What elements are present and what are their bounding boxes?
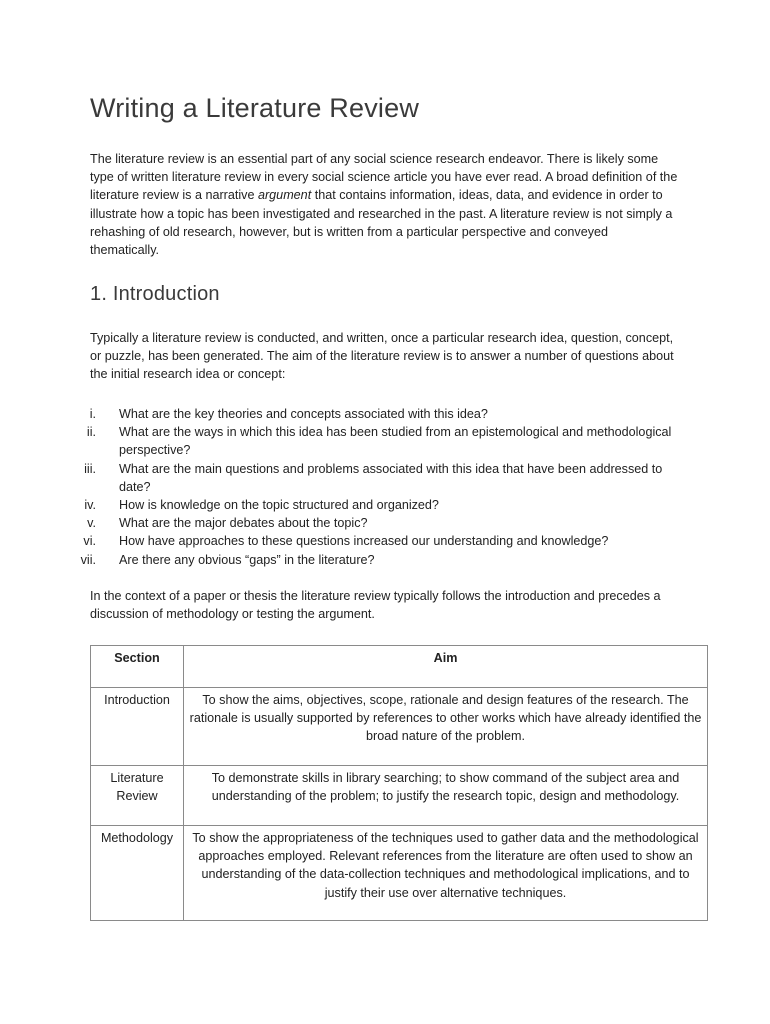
- table-header-row: [91, 646, 708, 688]
- table-cell-section: Introduction: [91, 688, 184, 766]
- list-item-number: v.: [87, 516, 96, 531]
- context-paragraph: In the context of a paper or thesis the literature review typically follows the introduction and precedes a discussion of methodology or testing the argument.: [90, 589, 661, 622]
- list-item: [70, 551, 690, 569]
- list-item-number: iii.: [84, 461, 96, 476]
- list-item-text: What are the key theories and concepts associated with this idea?: [119, 407, 488, 421]
- list-item-text: How is knowledge on the topic structured and organized?: [119, 498, 439, 513]
- list-item-number: i.: [89, 407, 96, 421]
- list-item-number: vi.: [83, 534, 96, 549]
- list-item-number: vii.: [80, 552, 96, 567]
- page-title: Writing a Literature Review: [90, 93, 420, 123]
- section-aim-table: [90, 645, 708, 921]
- table-row: [91, 688, 708, 766]
- list-item: [70, 532, 690, 550]
- intro-emphasis: argument: [257, 188, 312, 203]
- list-item-text: What are the major debates about the topic?: [119, 516, 368, 531]
- list-item-text: Are there any obvious “gaps” in the literature?: [119, 552, 375, 567]
- question-list: [70, 405, 690, 569]
- table-header-aim: Aim: [184, 646, 708, 688]
- table-cell-aim: To show the aims, objectives, scope, rationale and design features of the research. The rationale is usually supported by references to other works which have already identified the broad nature of the problem.: [184, 688, 708, 766]
- introduction-paragraph: Typically a literature review is conducted, and written, once a particular research idea, question, concept, or puzzle, has been generated. The aim of the literature review is to answer a number of questions about the initial research idea or concept:: [90, 331, 674, 382]
- table-cell-aim: To demonstrate skills in library searching; to show command of the subject area and understanding of the problem; to justify the research topic, design and methodology.: [184, 766, 708, 826]
- table-cell-aim: To show the appropriateness of the techniques used to gather data and the methodological approaches employed. Relevant references from the literature are often used to show an understanding of the data-collection techniques and methodological implications, and to justify their use over alternative techniques.: [184, 826, 708, 921]
- list-item-number: iv.: [84, 498, 96, 513]
- list-item: [70, 423, 690, 459]
- table-row: [91, 766, 708, 826]
- list-item-number: ii.: [86, 425, 96, 440]
- intro-text-end: that contains information, ideas, data, and evidence in order to illustrate how a topic has been investigated and researched in the past. A literature review is not simply a rehashing of old research, however, but is written from a particular perspective and conveyed thematically.: [90, 188, 673, 258]
- list-item-text: What are the ways in which this idea has been studied from an epistemological and methodological perspective?: [119, 425, 672, 458]
- list-item: [70, 460, 690, 496]
- table-row: [91, 826, 708, 921]
- table-cell-section: Literature Review: [91, 766, 184, 826]
- table-cell-section: Methodology: [91, 826, 184, 921]
- intro-paragraph: [90, 150, 680, 259]
- table-header-section: Section: [91, 646, 184, 688]
- list-item: [70, 496, 690, 514]
- list-item: [70, 514, 690, 532]
- list-item: [70, 405, 690, 423]
- list-item-text: What are the main questions and problems associated with this idea that have been addressed to date?: [119, 461, 663, 494]
- intro-text-start: The literature review is an essential part of any social science research endeavor. There is likely some type of written literature review in every social science article you have ever read. A broad definition of the literature review is a narrative: [90, 152, 678, 203]
- section-heading-introduction: 1. Introduction: [90, 283, 220, 305]
- list-item-text: How have approaches to these questions increased our understanding and knowledge?: [119, 534, 609, 549]
